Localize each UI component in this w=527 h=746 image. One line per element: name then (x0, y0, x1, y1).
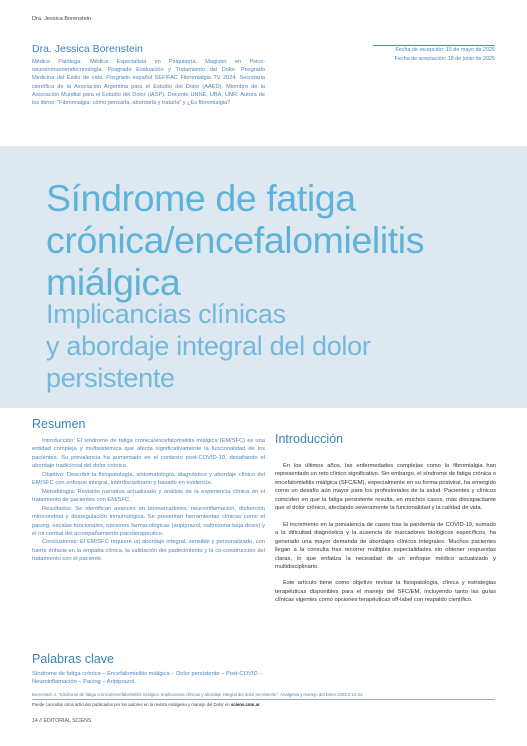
running-head: Dra. Jessica Borenstein (32, 16, 92, 22)
resumen-paragraph: Metodología: Revisión narrativa actualizada y análisis de la experiencia clínica en el tratamiento de pacientes con EM/SFC. (32, 488, 265, 504)
title-line: Síndrome de fatiga (46, 177, 356, 220)
footnote-text: Puede consultar otros artículos publicados por los autores en la revista Analgesia y manejo del Dolor en (32, 702, 231, 707)
introduccion-heading: Introducción (275, 432, 344, 446)
introduccion-section (275, 432, 496, 613)
resumen-body (32, 437, 265, 564)
footnote-site-link[interactable]: sciens.com.ar (230, 702, 260, 707)
resumen-paragraph: Introducción: El síndrome de fatiga crónica/encefalomielitis miálgica (EM/SFC) es una entidad compleja y multisistémica que afecta significativamente la funcionalidad de los pacientes. Su prevalencia ha aumentado en el contexto post-COVID-19, desafiando el abordaje tradicional del dolor crónico. (32, 438, 265, 470)
page-footer: 14 // EDITORIAL SCIENS (32, 718, 92, 724)
accepted-date: Fecha de aceptación: 18 de junio de 2025 (394, 55, 495, 62)
footnote (32, 699, 495, 707)
subtitle-line: persistente (46, 363, 175, 393)
article-subtitle (46, 298, 516, 394)
article-dates (395, 46, 495, 63)
subtitle-line: Implicancias clínicas (46, 299, 286, 329)
resumen-paragraph: Resultados: Se identifican avances en biomarcadores, neuroinflamación, disfunción mitocondrial y desregulación inmunológica. Se presentan herramientas clínicas como el pacing, escalas funcionales, opciones farmacológicas (aripiprazol, naltrexona baja dosis) y el rol central del acompañamiento psicoterapéutico. (32, 505, 265, 537)
introduccion-paragraph: En los últimos años, las enfermedades complejas como la fibromialgia han representado un reto clínico significativo. Sin embargo, el síndrome de fatiga crónica o encefalomielitis miálgica (SFC/EM), especialmente en su forma postviral, ha emergido como un desafío aún mayor para los profesionales de la salud. Pacientes y clínicos coinciden en que la fatiga persistente resulta, en muchos casos, más discapacitante que el dolor crónico, afectando severamente la funcionalidad y la calidad de vida. (275, 463, 496, 512)
resumen-paragraph: Objetivo: Describir la fisiopatología, sintomatología, diagnóstico y abordaje clínico del EM/SFC con enfoque integral, interdisciplinario y basado en evidencia. (32, 471, 265, 487)
keywords-text: Síndrome de fatiga crónica – Encefalomielitis miálgica – Dolor persistente – Post-COVID – Neuroinflamación – Pacing – Aripiprazol. (32, 671, 263, 686)
keywords-heading: Palabras clave (32, 652, 114, 666)
author-bio: Médica Patóloga. Médica Especialista en Psiquiatría. Magister en Psico-neuroinmunoendocrinología. Posgrado Evaluación y Tratamiento del Dolor. Posgrado Medicina del Estilo de vida. Posgrado español SEFIFAC Fibromialgia TV 2024. Secretaria científica de la Asociación Argentina para el Estudio del Dolor (AAED). Miembro de la Asociación Mundial para el Estudio del Dolor (IASP). Docente UNNE, UBA, UNR. Autora de los libros: “Fibromialgia: cómo pensarla, abordarla y tratarla” y ¿Es fibromialgia? (32, 59, 265, 107)
article-title (46, 177, 516, 303)
introduccion-paragraph: Este artículo tiene como objetivo revisar la fisiopatología, clínica y estrategias terapéuticas disponibles para el manejo del SFC/EM, incluyendo tanto las guías clínicas vigentes como opciones terapéuticas off-label con respaldo científico. (275, 580, 496, 604)
introduccion-paragraph: El incremento en la prevalencia de casos tras la pandemia de COVID-19, sumado a la dificultad diagnóstica y la ausencia de marcadores biológicos específicos, ha generado una mayor demanda de abordajes clínicos integrales. Muchos pacientes llegan a la consulta tras recorrer múltiples especialidades sin obtener respuestas claras, lo que enfatiza la necesidad de un enfoque médico actualizado y multidisciplinario. (275, 521, 496, 570)
received-date: Fecha de recepción: 15 de mayo de 2025 (395, 47, 495, 53)
author-name: Dra. Jessica Borenstein (32, 43, 143, 55)
subtitle-line: y abordaje integral del dolor (46, 331, 371, 361)
resumen-paragraph: Conclusiones: El EM/SFC requiere un abordaje integral, sensible y personalizado, con fuerte énfasis en la empatía clínica, la validación del padecimiento y la co-construcción del tratamiento con el paciente. (32, 539, 265, 563)
resumen-heading: Resumen (32, 417, 86, 431)
citation: Borenstein J. “Síndrome de fatiga crónica/encefalomielitis miálgica. Implicancias clínicas y abordaje integral del dolor persistente”. Analgesia y manejo del Dolor 2025;2:14-22. (32, 692, 364, 697)
title-line: crónica/encefalomielitis (46, 219, 425, 262)
title-line: miálgica (46, 261, 181, 304)
